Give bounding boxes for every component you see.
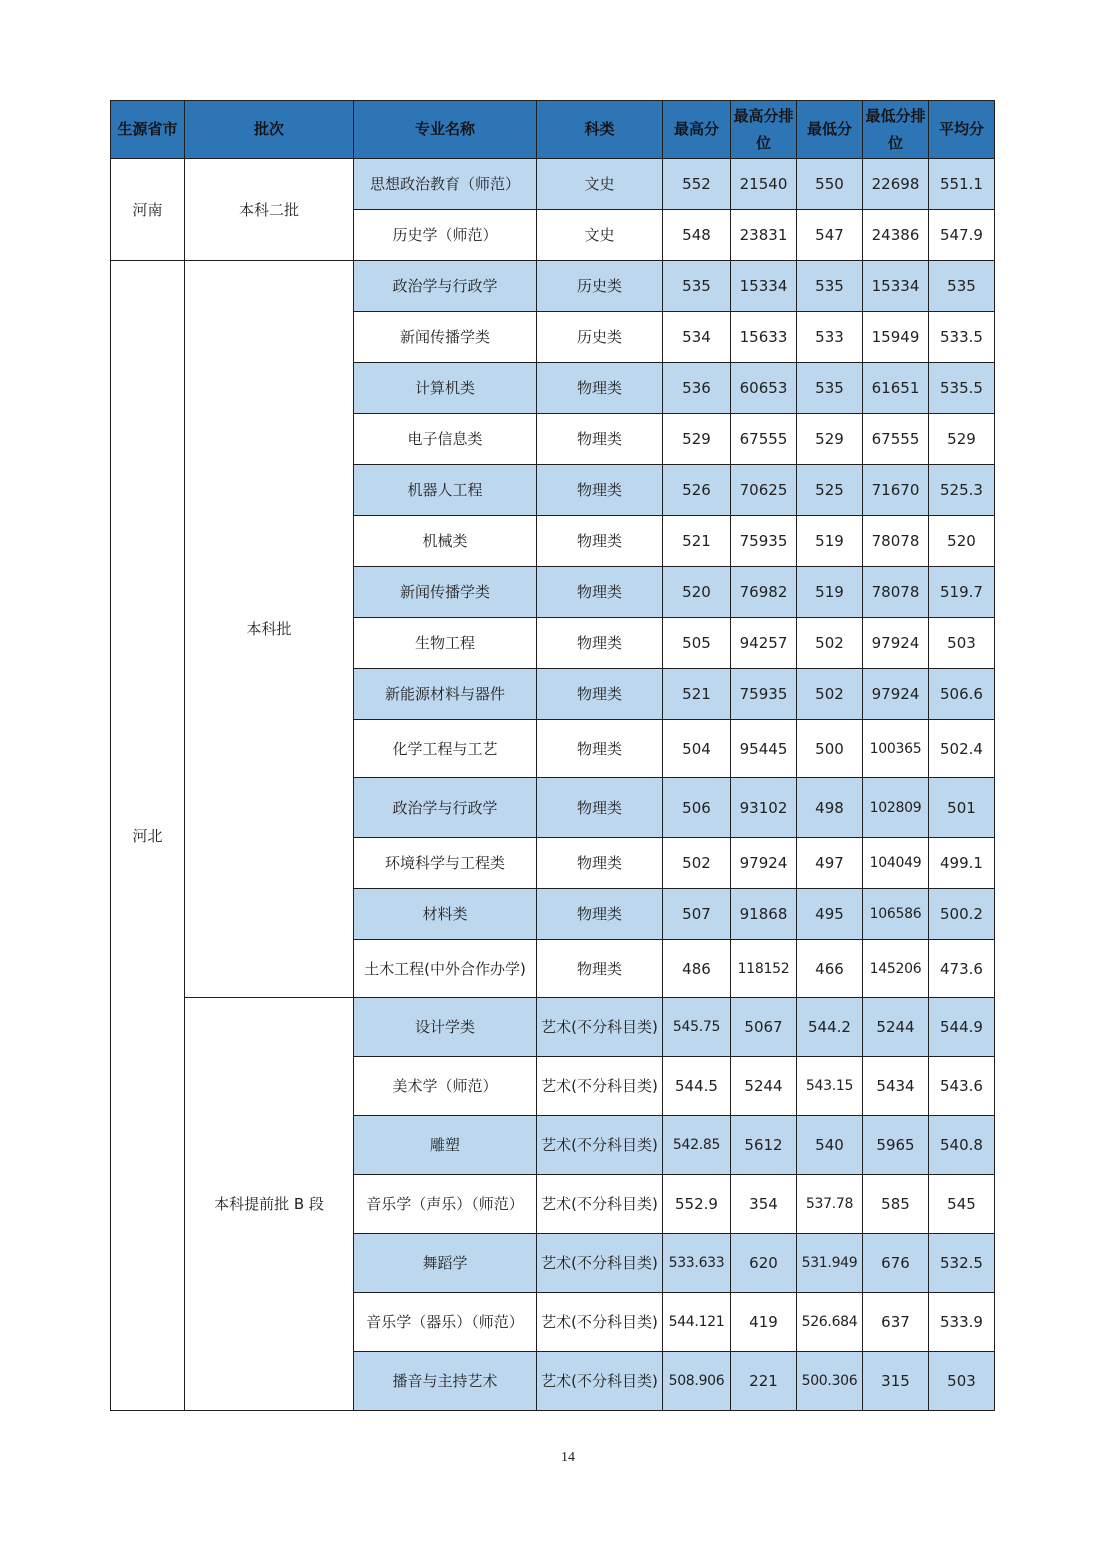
min-score-cell: 550 <box>797 159 863 210</box>
major-cell: 政治学与行政学 <box>354 261 537 312</box>
major-cell: 计算机类 <box>354 363 537 414</box>
major-cell: 设计学类 <box>354 998 537 1057</box>
max-rank-cell: 620 <box>731 1234 797 1293</box>
category-cell: 文史 <box>537 210 663 261</box>
min-score-cell: 537.78 <box>797 1175 863 1234</box>
header-batch: 批次 <box>185 101 354 159</box>
min-rank-cell: 97924 <box>863 618 929 669</box>
avg-score-cell: 533.9 <box>929 1293 995 1352</box>
max-score-cell: 529 <box>663 414 731 465</box>
max-rank-cell: 419 <box>731 1293 797 1352</box>
max-score-cell: 545.75 <box>663 998 731 1057</box>
major-cell: 舞蹈学 <box>354 1234 537 1293</box>
max-rank-cell: 118152 <box>731 940 797 998</box>
min-score-cell: 544.2 <box>797 998 863 1057</box>
min-score-cell: 533 <box>797 312 863 363</box>
max-rank-cell: 60653 <box>731 363 797 414</box>
max-rank-cell: 5612 <box>731 1116 797 1175</box>
min-rank-cell: 102809 <box>863 778 929 838</box>
category-cell: 物理类 <box>537 465 663 516</box>
avg-score-cell: 519.7 <box>929 567 995 618</box>
category-cell: 艺术(不分科目类) <box>537 1175 663 1234</box>
max-score-cell: 544.121 <box>663 1293 731 1352</box>
avg-score-cell: 525.3 <box>929 465 995 516</box>
max-rank-cell: 354 <box>731 1175 797 1234</box>
category-cell: 物理类 <box>537 414 663 465</box>
min-score-cell: 526.684 <box>797 1293 863 1352</box>
min-score-cell: 519 <box>797 516 863 567</box>
min-score-cell: 529 <box>797 414 863 465</box>
min-score-cell: 543.15 <box>797 1057 863 1116</box>
table-row <box>111 261 995 312</box>
avg-score-cell: 543.6 <box>929 1057 995 1116</box>
min-rank-cell: 104049 <box>863 838 929 889</box>
max-rank-cell: 15633 <box>731 312 797 363</box>
min-rank-cell: 67555 <box>863 414 929 465</box>
category-cell: 物理类 <box>537 778 663 838</box>
max-rank-cell: 5244 <box>731 1057 797 1116</box>
max-score-cell: 520 <box>663 567 731 618</box>
major-cell: 生物工程 <box>354 618 537 669</box>
max-score-cell: 521 <box>663 669 731 720</box>
min-score-cell: 497 <box>797 838 863 889</box>
max-rank-cell: 70625 <box>731 465 797 516</box>
max-score-cell: 548 <box>663 210 731 261</box>
avg-score-cell: 502.4 <box>929 720 995 778</box>
max-rank-cell: 221 <box>731 1352 797 1411</box>
major-cell: 化学工程与工艺 <box>354 720 537 778</box>
max-rank-cell: 76982 <box>731 567 797 618</box>
category-cell: 艺术(不分科目类) <box>537 1234 663 1293</box>
max-score-cell: 506 <box>663 778 731 838</box>
min-score-cell: 547 <box>797 210 863 261</box>
min-score-cell: 502 <box>797 618 863 669</box>
min-rank-cell: 637 <box>863 1293 929 1352</box>
major-cell: 土木工程(中外合作办学) <box>354 940 537 998</box>
max-rank-cell: 93102 <box>731 778 797 838</box>
min-rank-cell: 106586 <box>863 889 929 940</box>
major-cell: 雕塑 <box>354 1116 537 1175</box>
min-rank-cell: 585 <box>863 1175 929 1234</box>
avg-score-cell: 500.2 <box>929 889 995 940</box>
max-score-cell: 552 <box>663 159 731 210</box>
max-score-cell: 508.906 <box>663 1352 731 1411</box>
max-rank-cell: 91868 <box>731 889 797 940</box>
min-rank-cell: 145206 <box>863 940 929 998</box>
category-cell: 物理类 <box>537 940 663 998</box>
avg-score-cell: 533.5 <box>929 312 995 363</box>
min-rank-cell: 15334 <box>863 261 929 312</box>
major-cell: 美术学（师范） <box>354 1057 537 1116</box>
category-cell: 历史类 <box>537 312 663 363</box>
min-score-cell: 519 <box>797 567 863 618</box>
major-cell: 机械类 <box>354 516 537 567</box>
table-row <box>111 159 995 210</box>
category-cell: 物理类 <box>537 363 663 414</box>
avg-score-cell: 503 <box>929 618 995 669</box>
major-cell: 历史学（师范） <box>354 210 537 261</box>
major-cell: 音乐学（器乐）（师范） <box>354 1293 537 1352</box>
major-cell: 思想政治教育（师范） <box>354 159 537 210</box>
category-cell: 艺术(不分科目类) <box>537 1293 663 1352</box>
avg-score-cell: 529 <box>929 414 995 465</box>
admission-scores-table <box>110 100 995 1411</box>
major-cell: 机器人工程 <box>354 465 537 516</box>
major-cell: 新能源材料与器件 <box>354 669 537 720</box>
major-cell: 新闻传播学类 <box>354 567 537 618</box>
category-cell: 物理类 <box>537 567 663 618</box>
min-rank-cell: 315 <box>863 1352 929 1411</box>
max-rank-cell: 75935 <box>731 516 797 567</box>
avg-score-cell: 499.1 <box>929 838 995 889</box>
min-rank-cell: 5244 <box>863 998 929 1057</box>
avg-score-cell: 532.5 <box>929 1234 995 1293</box>
category-cell: 物理类 <box>537 669 663 720</box>
min-score-cell: 540 <box>797 1116 863 1175</box>
min-rank-cell: 100365 <box>863 720 929 778</box>
min-score-cell: 466 <box>797 940 863 998</box>
min-rank-cell: 61651 <box>863 363 929 414</box>
max-rank-cell: 75935 <box>731 669 797 720</box>
batch-cell: 本科二批 <box>185 159 354 261</box>
min-score-cell: 525 <box>797 465 863 516</box>
min-rank-cell: 22698 <box>863 159 929 210</box>
max-score-cell: 521 <box>663 516 731 567</box>
max-score-cell: 526 <box>663 465 731 516</box>
category-cell: 文史 <box>537 159 663 210</box>
min-score-cell: 500 <box>797 720 863 778</box>
major-cell: 材料类 <box>354 889 537 940</box>
min-rank-cell: 5434 <box>863 1057 929 1116</box>
avg-score-cell: 551.1 <box>929 159 995 210</box>
major-cell: 政治学与行政学 <box>354 778 537 838</box>
avg-score-cell: 544.9 <box>929 998 995 1057</box>
max-score-cell: 534 <box>663 312 731 363</box>
min-score-cell: 500.306 <box>797 1352 863 1411</box>
min-rank-cell: 676 <box>863 1234 929 1293</box>
avg-score-cell: 540.8 <box>929 1116 995 1175</box>
major-cell: 播音与主持艺术 <box>354 1352 537 1411</box>
header-avg-score: 平均分 <box>929 101 995 159</box>
max-rank-cell: 95445 <box>731 720 797 778</box>
category-cell: 物理类 <box>537 720 663 778</box>
max-score-cell: 504 <box>663 720 731 778</box>
max-rank-cell: 97924 <box>731 838 797 889</box>
max-rank-cell: 15334 <box>731 261 797 312</box>
min-score-cell: 495 <box>797 889 863 940</box>
header-category: 科类 <box>537 101 663 159</box>
min-rank-cell: 5965 <box>863 1116 929 1175</box>
major-cell: 环境科学与工程类 <box>354 838 537 889</box>
category-cell: 历史类 <box>537 261 663 312</box>
max-rank-cell: 5067 <box>731 998 797 1057</box>
avg-score-cell: 545 <box>929 1175 995 1234</box>
min-score-cell: 498 <box>797 778 863 838</box>
max-score-cell: 544.5 <box>663 1057 731 1116</box>
category-cell: 艺术(不分科目类) <box>537 998 663 1057</box>
major-cell: 电子信息类 <box>354 414 537 465</box>
avg-score-cell: 547.9 <box>929 210 995 261</box>
category-cell: 物理类 <box>537 516 663 567</box>
avg-score-cell: 506.6 <box>929 669 995 720</box>
category-cell: 艺术(不分科目类) <box>537 1352 663 1411</box>
max-score-cell: 552.9 <box>663 1175 731 1234</box>
min-rank-cell: 97924 <box>863 669 929 720</box>
max-rank-cell: 67555 <box>731 414 797 465</box>
avg-score-cell: 535 <box>929 261 995 312</box>
table-row <box>111 998 995 1057</box>
header-min-rank: 最低分排位 <box>863 101 929 159</box>
min-rank-cell: 24386 <box>863 210 929 261</box>
major-cell: 音乐学（声乐）（师范） <box>354 1175 537 1234</box>
min-score-cell: 531.949 <box>797 1234 863 1293</box>
max-rank-cell: 21540 <box>731 159 797 210</box>
min-rank-cell: 78078 <box>863 567 929 618</box>
avg-score-cell: 503 <box>929 1352 995 1411</box>
batch-cell: 本科提前批 B 段 <box>185 998 354 1411</box>
min-score-cell: 502 <box>797 669 863 720</box>
max-score-cell: 502 <box>663 838 731 889</box>
max-score-cell: 535 <box>663 261 731 312</box>
max-rank-cell: 23831 <box>731 210 797 261</box>
category-cell: 物理类 <box>537 889 663 940</box>
province-cell: 河北 <box>111 261 185 1411</box>
header-max-score: 最高分 <box>663 101 731 159</box>
category-cell: 艺术(不分科目类) <box>537 1057 663 1116</box>
max-score-cell: 533.633 <box>663 1234 731 1293</box>
max-score-cell: 507 <box>663 889 731 940</box>
avg-score-cell: 473.6 <box>929 940 995 998</box>
category-cell: 物理类 <box>537 618 663 669</box>
max-score-cell: 486 <box>663 940 731 998</box>
max-score-cell: 542.85 <box>663 1116 731 1175</box>
min-rank-cell: 78078 <box>863 516 929 567</box>
avg-score-cell: 501 <box>929 778 995 838</box>
min-score-cell: 535 <box>797 363 863 414</box>
major-cell: 新闻传播学类 <box>354 312 537 363</box>
avg-score-cell: 535.5 <box>929 363 995 414</box>
max-rank-cell: 94257 <box>731 618 797 669</box>
header-min-score: 最低分 <box>797 101 863 159</box>
max-score-cell: 536 <box>663 363 731 414</box>
min-score-cell: 535 <box>797 261 863 312</box>
header-max-rank: 最高分排位 <box>731 101 797 159</box>
avg-score-cell: 520 <box>929 516 995 567</box>
min-rank-cell: 71670 <box>863 465 929 516</box>
header-major: 专业名称 <box>354 101 537 159</box>
max-score-cell: 505 <box>663 618 731 669</box>
page-number: 14 <box>561 1450 575 1465</box>
province-cell: 河南 <box>111 159 185 261</box>
header-row <box>111 101 995 159</box>
min-rank-cell: 15949 <box>863 312 929 363</box>
category-cell: 物理类 <box>537 838 663 889</box>
header-province: 生源省市 <box>111 101 185 159</box>
batch-cell: 本科批 <box>185 261 354 998</box>
category-cell: 艺术(不分科目类) <box>537 1116 663 1175</box>
